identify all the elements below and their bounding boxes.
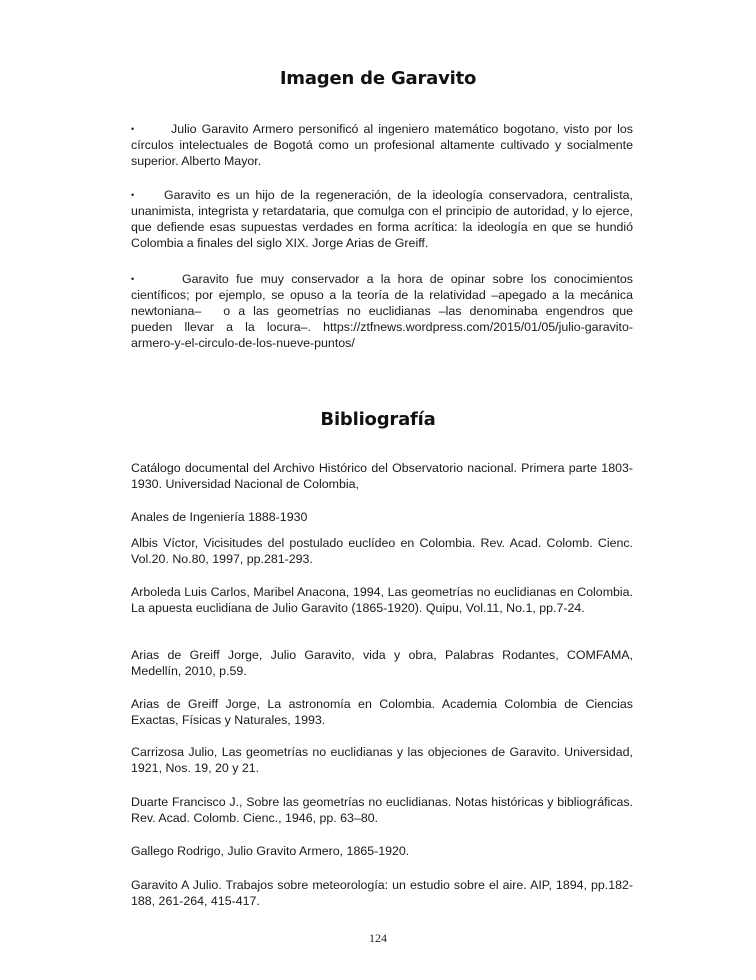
bibliography-entry: Arias de Greiff Jorge, Julio Garavito, vida y obra, Palabras Rodantes, COMFAMA, Medellín, 2010, p.59. (131, 648, 633, 678)
bibliography-entry: Arias de Greiff Jorge, La astronomía en Colombia. Academia Colombia de Ciencias Exactas, Físicas y Naturales, 1993. (131, 697, 633, 727)
bibliography-entry: Gallego Rodrigo, Julio Gravito Armero, 1865-1920. (131, 844, 410, 858)
bibliography-entry: Arboleda Luis Carlos, Maribel Anacona, 1994, Las geometrías no euclidianas en Colombia. La apuesta euclidiana de Julio Garavito (1865-1920). Quipu, Vol.11, No.1, pp.7-24. (131, 585, 633, 615)
bibliography-entry: Carrizosa Julio, Las geometrías no euclidianas y las objeciones de Garavito. Universidad, 1921, Nos. 19, 20 y 21. (131, 745, 633, 775)
bibliography-entry: Anales de Ingeniería 1888-1930 (131, 510, 308, 524)
bullet-text-continued: o a las geometrías no euclidianas –las denominaba engendros que pueden llevar a la locura–. https://ztfnews.wordpress.com/2015/01/05/julio-garavito-armero-y-el-circulo-de-los-nueve-puntos/ (131, 304, 633, 350)
bullet-item (131, 271, 633, 351)
bibliography-entry: Catálogo documental del Archivo Histórico del Observatorio nacional. Primera parte 1803-1930. Universidad Nacional de Colombia, (131, 461, 633, 491)
bullet-marker: • (131, 274, 135, 284)
bullet-text: Julio Garavito Armero personificó al ingeniero matemático bogotano, visto por los círculos intelectuales de Bogotá como un profesional altamente cultivado y socialmente superior. Alberto Mayor. (131, 122, 633, 168)
bullet-text: Garavito es un hijo de la regeneración, de la ideología conservadora, centralista, unanimista, integrista y retardataria, que comulga con el principio de autoridad, y lo ejerce, que defiende esas supuestas verdades en forma acrítica: la ideología en que se hundió Colombia a finales del siglo XIX. Jorge Arias de Greiff. (131, 188, 633, 250)
bullet-text: Garavito fue muy conservador a la hora de opinar sobre los conocimientos científicos; por ejemplo, se opuso a la teoría de la relatividad –apegado a la mecánica newtoniana– (131, 272, 633, 318)
bullet-item (131, 121, 633, 169)
bullet-marker: • (131, 124, 135, 134)
page-number: 124 (369, 931, 387, 945)
bibliography-entry: Albis Víctor, Vicisitudes del postulado euclídeo en Colombia. Rev. Acad. Colomb. Cienc. Vol.20. No.80, 1997, pp.281-293. (131, 536, 633, 566)
bullet-item (131, 187, 633, 251)
bullet-marker: • (131, 190, 135, 200)
bibliography-entry: Garavito A Julio. Trabajos sobre meteorología: un estudio sobre el aire. AIP, 1894, pp.182-188, 261-264, 415-417. (131, 878, 633, 908)
section-heading-imagen-de-garavito: Imagen de Garavito (279, 68, 477, 89)
bibliography-entry: Duarte Francisco J., Sobre las geometrías no euclidianas. Notas históricas y bibliográficas. Rev. Acad. Colomb. Cienc., 1946, pp. 63–80. (131, 795, 633, 825)
section-heading-bibliografia: Bibliografía (320, 409, 436, 430)
